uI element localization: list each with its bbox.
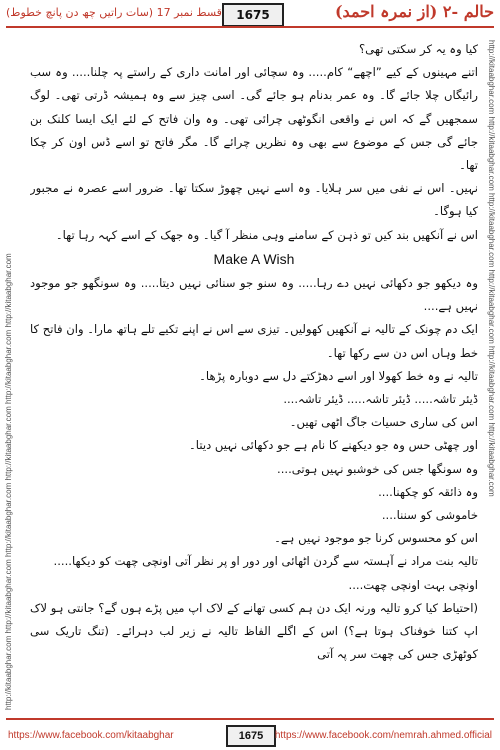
paragraph: خاموشی کو سننا....	[381, 508, 478, 523]
paragraph: اونچی بہت اونچی چھت....	[348, 577, 478, 592]
left-watermark: http://kitaabghar.com http://kitaabghar.com http://kitaabghar.com http://kitaabghar.com http://kitaabghar.com http://kitaabghar.com	[4, 253, 13, 710]
footer-page-number: 1675	[226, 725, 276, 747]
paragraph: ایک دم چونک کے تالیہ نے آنکھیں کھولیں۔ تیزی سے اس نے اپنے تکیے تلے ہاتھ مارا۔ وان فاتح کا خط وہاں اس دن سے رکھا تھا۔	[30, 322, 478, 360]
facebook-kitaabghar-link[interactable]: https://www.facebook.com/kitaabghar	[8, 730, 174, 741]
paragraph: وہ سونگھا جس کی خوشبو نہیں ہوتی....	[277, 461, 478, 476]
paragraph: اس کو محسوس کرنا جو موجود نہیں ہے۔	[274, 531, 478, 546]
page-footer	[0, 716, 500, 750]
paragraph: تالیہ نے وہ خط کھولا اور اسے دھڑکتے دل سے دوبارہ پڑھا۔	[199, 368, 478, 383]
page-body	[30, 38, 478, 686]
header-page-number: 1675	[222, 3, 284, 27]
paragraph: اور چھٹی حس وہ جو دیکھنے کا نام ہے جو دکھائی نہیں دیتا۔	[189, 438, 478, 453]
right-watermark: http://kitaabghar.com http://kitaabghar.com http://kitaabghar.com http://kitaabghar.com http://kitaabghar.com http://kitaabghar.com	[487, 40, 496, 497]
paragraph: تالیہ بنت مراد نے آہستہ سے گردن اٹھائی اور دور او پر نظر آتی اونچی چھت کو دیکھا.....	[53, 554, 478, 569]
header-divider	[6, 26, 494, 28]
paragraph: اس کی ساری حسیات جاگ اٹھی تھیں۔	[289, 415, 478, 430]
paragraph: اتنے مہینوں کے کیے ”اچھے“ کام..... وہ سچائی اور امانت داری کے راستے پہ چلنا..... وہ سب رائیگاں چلا جائے گا۔ وہ عمر بدنام ہو جائے گی۔ اسی چیز سے وہ ہمیشہ ڈرتی تھی۔ لوگ سمجھیں گے کہ اس نے واقعی انگوٹھی چرائی تھی۔ وہ وان فاتح کے لئے ایک ایسا کلنک بن جائے گی جس کے موضوع سے بھی وہ نظریں چرائے گا۔ مگر فاتح تو اسے ڈس اون کر چکا تھا۔	[30, 65, 478, 173]
page-header	[0, 0, 500, 30]
paragraph: نہیں۔ اس نے نفی میں سر ہلایا۔ وہ اسے نہیں چھوڑ سکتا تھا۔ ضرور اسے عصرہ نے مجبور کیا ہوگا۔	[30, 181, 478, 219]
book-title: حالم -۲ (از نمرہ احمد)	[334, 2, 494, 21]
episode-title: قسط نمبر 17 (سات راتیں چھ دن پانچ خطوط)	[6, 6, 222, 19]
paragraph: اس نے آنکھیں بند کیں تو ذہن کے سامنے وہی منظر آ گیا۔ وہ جھک کے اسے کہہ رہا تھا۔	[55, 227, 478, 242]
paragraph: ڈیئر تاشہ..... ڈیئر تاشہ..... ڈیئر تاشہ....	[283, 392, 478, 407]
facebook-author-link[interactable]: https://www.facebook.com/nemrah.ahmed.official	[274, 730, 492, 741]
paragraph: (احتیاط کیا کرو تالیہ ورنہ ایک دن ہم کسی تھانے کے لاک اپ میں پڑے ہوں گے؟ جانتی ہو لاک اپ کتنا خوفناک ہوتا ہے؟) اس کے اگلے الفاظ تالیہ نے زیر لب دہرائے۔ (تنگ تاریک سی کوٹھڑی جس کی چھت سر پہ آتی	[30, 600, 478, 662]
footer-divider	[6, 718, 494, 720]
make-a-wish-heading: Make A Wish	[213, 250, 295, 267]
paragraph: وہ دیکھو جو دکھائی نہیں دے رہا..... وہ سنو جو سنائی نہیں دیتا..... وہ سونگھو جو موجود نہیں ہے....	[30, 276, 478, 314]
paragraph: وہ ذائقہ کو چکھنا....	[378, 484, 478, 499]
paragraph: کیا وہ یہ کر سکتی تھی؟	[359, 42, 478, 56]
